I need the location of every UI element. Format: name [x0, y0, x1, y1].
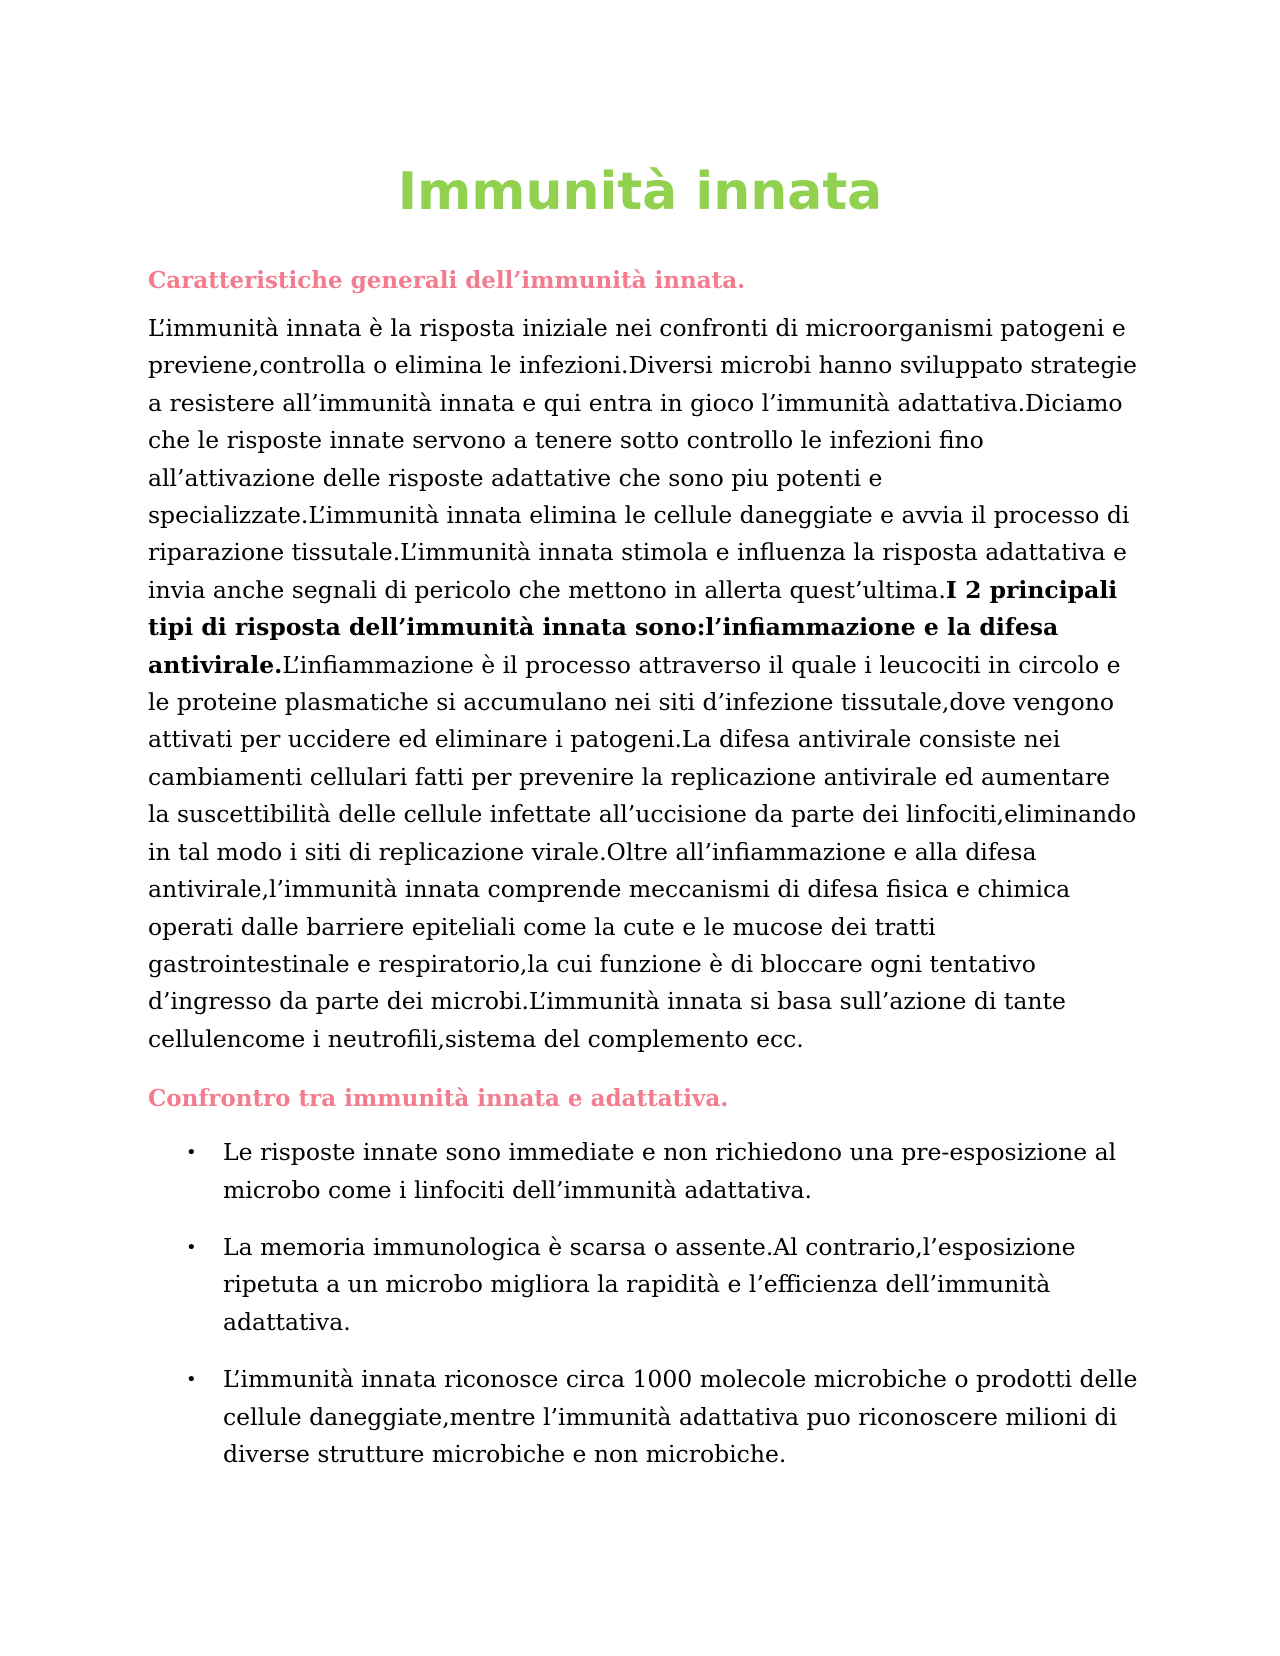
list-item	[148, 1229, 1138, 1341]
list-item	[148, 1361, 1138, 1473]
bullet-icon: •	[186, 1369, 197, 1391]
document-body	[148, 266, 1138, 1493]
section-heading-comparison: Confrontro tra immunità innata e adattativa.	[148, 1085, 729, 1113]
bullet-icon: •	[186, 1236, 197, 1258]
list-item-text: L’immunità innata riconosce circa 1000 molecole microbiche o prodotti delle cellule daneggiate,mentre l’immunità adattativa puo riconoscere milioni di diverse strutture microbiche e non microbiche.	[223, 1365, 1138, 1468]
section-heading-general: Caratteristiche generali dell’immunità innata.	[148, 267, 746, 294]
list-item-text: Le risposte innate sono immediate e non richiedono una pre-esposizione al microbo come i linfociti dell’immunità adattativa.	[223, 1138, 1117, 1204]
intro-continued-text: L’infiammazione è il processo attraverso il quale i leucociti in circolo e le proteine plasmatiche si accumulano nei siti d’infezione tissutale,dove vengono attivati per uccidere ed eliminare i patogeni.La difesa antivirale consiste nei cambiamenti cellulari fatti per prevenire la replicazione antivirale ed aumentare la suscettibilità delle cellule infettate all’uccisione da parte dei linfociti,eliminando in tal modo i siti di replicazione virale.Oltre all’infiammazione e alla difesa antivirale,l’immunità innata comprende meccanismi di difesa fisica e chimica operati dalle barriere epiteliali come la cute e le mucose dei tratti gastrointestinale e respiratorio,la cui funzione è di bloccare ogni tentativo d’ingresso da parte dei microbi.L’immunità innata si basa sull’azione di tante cellulencome i neutrofili,sistema del complemento ecc.	[148, 650, 1137, 1053]
comparison-list	[148, 1134, 1138, 1473]
list-item-text: La memoria immunologica è scarsa o assente.Al contrario,l’esposizione ripetuta a un microbo migliora la rapidità e l’efficienza dell’immunità adattativa.	[223, 1232, 1076, 1336]
bullet-icon: •	[186, 1142, 197, 1164]
intro-bold-text: I 2 principali tipi di risposta dell’immunità innata sono:l’infiammazione e la difesa antivirale.	[148, 575, 1118, 679]
page-title: Immunità innata	[397, 162, 883, 222]
intro-text: L’immunità innata è la risposta iniziale nei confronti di microorganismi patogeni e previene,controlla o elimina le infezioni.Diversi microbi hanno sviluppato strategie a resistere all’immunità innata e qui entra in gioco l’immunità adattativa.Diciamo che le risposte innate servono a tenere sotto controllo le infezioni fino all’attivazione delle risposte adattative che sono piu potenti e specializzate.L’immunità innata elimina le cellule daneggiate e avvia il processo di riparazione tissutale.L’immunità innata stimola e influenza la risposta adattativa e invia anche segnali di pericolo che mettono in allerta quest’ultima.	[148, 314, 1137, 604]
list-item	[148, 1134, 1138, 1209]
intro-paragraph	[148, 310, 1138, 1058]
